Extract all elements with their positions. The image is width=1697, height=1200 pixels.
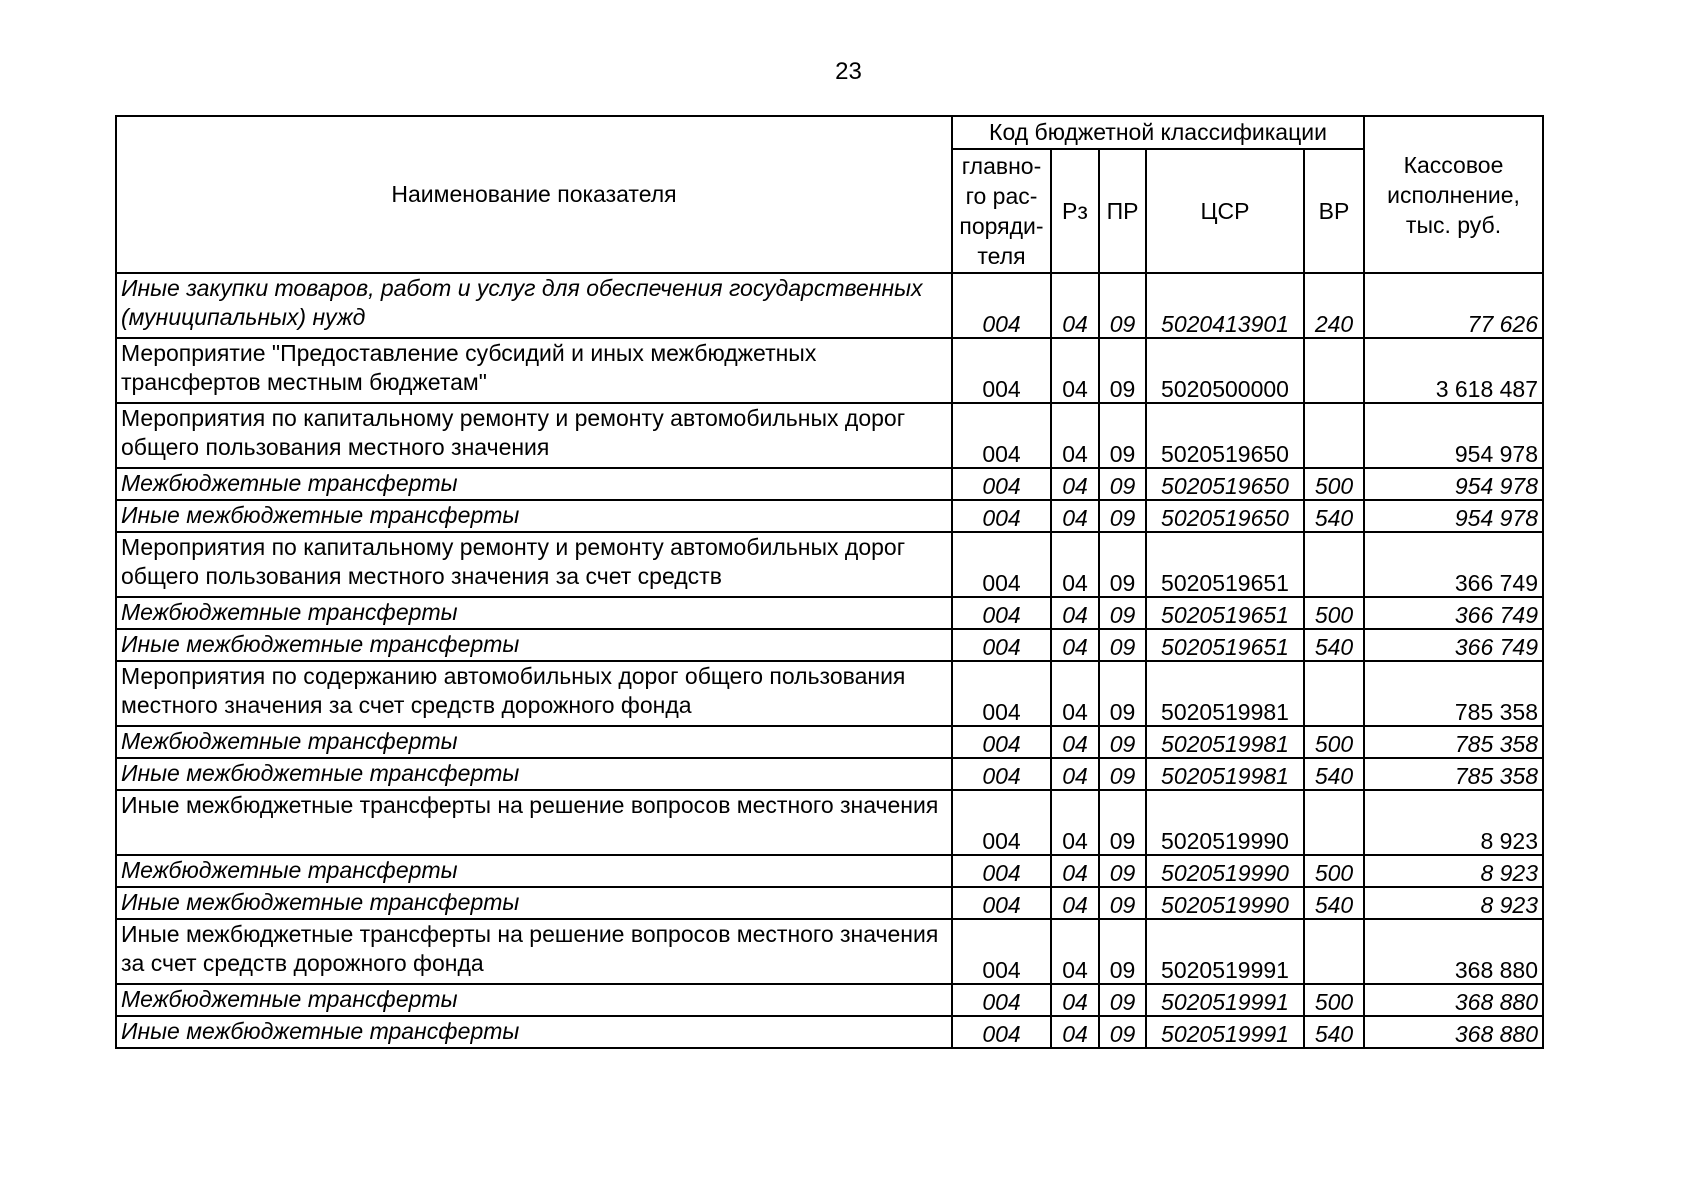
row-pr: 09	[1099, 758, 1146, 790]
row-rz: 04	[1051, 500, 1099, 532]
row-pr: 09	[1099, 273, 1146, 338]
budget-table	[115, 115, 1544, 1049]
row-amount: 368 880	[1364, 1016, 1543, 1048]
row-rz: 04	[1051, 468, 1099, 500]
row-pr: 09	[1099, 468, 1146, 500]
header-pr: ПР	[1099, 149, 1146, 273]
row-name: Иные межбюджетные трансферты	[116, 758, 952, 790]
table-row	[116, 629, 1543, 661]
row-amount: 3 618 487	[1364, 338, 1543, 403]
row-csr: 5020519991	[1146, 984, 1304, 1016]
row-name: Иные межбюджетные трансферты на решение вопросов местного значения за счет средств дорожного фонда	[116, 919, 952, 984]
header-name: Наименование показателя	[116, 116, 952, 273]
header-main-manager: главно-го рас-поряди-теля	[952, 149, 1051, 273]
row-rz: 04	[1051, 790, 1099, 855]
table-row	[116, 532, 1543, 597]
row-vr: 500	[1304, 468, 1364, 500]
row-pr: 09	[1099, 403, 1146, 468]
row-gr: 004	[952, 273, 1051, 338]
row-pr: 09	[1099, 919, 1146, 984]
row-rz: 04	[1051, 726, 1099, 758]
row-vr	[1304, 919, 1364, 984]
row-vr: 240	[1304, 273, 1364, 338]
row-rz: 04	[1051, 629, 1099, 661]
row-vr: 500	[1304, 855, 1364, 887]
table-row	[116, 790, 1543, 855]
row-amount: 8 923	[1364, 887, 1543, 919]
row-name: Иные межбюджетные трансферты на решение вопросов местного значения	[116, 790, 952, 855]
table-row	[116, 597, 1543, 629]
table-row	[116, 273, 1543, 338]
row-name: Иные межбюджетные трансферты	[116, 1016, 952, 1048]
row-gr: 004	[952, 338, 1051, 403]
row-vr: 540	[1304, 758, 1364, 790]
row-pr: 09	[1099, 500, 1146, 532]
row-vr: 540	[1304, 500, 1364, 532]
row-rz: 04	[1051, 273, 1099, 338]
row-vr: 540	[1304, 629, 1364, 661]
table-row	[116, 855, 1543, 887]
row-gr: 004	[952, 790, 1051, 855]
header-rz: Рз	[1051, 149, 1099, 273]
row-name: Межбюджетные трансферты	[116, 726, 952, 758]
row-gr: 004	[952, 855, 1051, 887]
row-gr: 004	[952, 758, 1051, 790]
row-amount: 366 749	[1364, 629, 1543, 661]
row-csr: 5020519981	[1146, 758, 1304, 790]
row-name: Иные межбюджетные трансферты	[116, 500, 952, 532]
row-vr: 500	[1304, 984, 1364, 1016]
row-pr: 09	[1099, 532, 1146, 597]
row-pr: 09	[1099, 887, 1146, 919]
row-gr: 004	[952, 597, 1051, 629]
row-rz: 04	[1051, 403, 1099, 468]
row-vr: 500	[1304, 597, 1364, 629]
table-body	[116, 273, 1543, 1048]
row-amount: 954 978	[1364, 500, 1543, 532]
row-name: Иные межбюджетные трансферты	[116, 887, 952, 919]
row-pr: 09	[1099, 855, 1146, 887]
header-csr: ЦСР	[1146, 149, 1304, 273]
table-row	[116, 338, 1543, 403]
row-rz: 04	[1051, 661, 1099, 726]
row-name: Мероприятия по содержанию автомобильных дорог общего пользования местного значения за счет средств дорожного фонда	[116, 661, 952, 726]
row-csr: 5020413901	[1146, 273, 1304, 338]
row-csr: 5020500000	[1146, 338, 1304, 403]
row-pr: 09	[1099, 790, 1146, 855]
row-rz: 04	[1051, 919, 1099, 984]
table-row	[116, 1016, 1543, 1048]
row-rz: 04	[1051, 855, 1099, 887]
header-amount: Кассовое исполнение, тыс. руб.	[1364, 116, 1543, 273]
row-csr: 5020519651	[1146, 597, 1304, 629]
row-rz: 04	[1051, 1016, 1099, 1048]
row-amount: 785 358	[1364, 661, 1543, 726]
row-csr: 5020519990	[1146, 887, 1304, 919]
row-vr: 540	[1304, 887, 1364, 919]
row-gr: 004	[952, 661, 1051, 726]
row-amount: 785 358	[1364, 758, 1543, 790]
table-row	[116, 758, 1543, 790]
row-csr: 5020519651	[1146, 532, 1304, 597]
row-pr: 09	[1099, 726, 1146, 758]
row-gr: 004	[952, 919, 1051, 984]
row-pr: 09	[1099, 1016, 1146, 1048]
row-csr: 5020519991	[1146, 919, 1304, 984]
row-amount: 954 978	[1364, 403, 1543, 468]
row-name: Межбюджетные трансферты	[116, 984, 952, 1016]
row-amount: 368 880	[1364, 984, 1543, 1016]
header-vr: ВР	[1304, 149, 1364, 273]
table-row	[116, 500, 1543, 532]
page-number: 23	[835, 58, 862, 85]
row-csr: 5020519651	[1146, 629, 1304, 661]
row-gr: 004	[952, 403, 1051, 468]
row-gr: 004	[952, 629, 1051, 661]
row-amount: 366 749	[1364, 597, 1543, 629]
row-csr: 5020519990	[1146, 790, 1304, 855]
table-row	[116, 887, 1543, 919]
row-gr: 004	[952, 726, 1051, 758]
row-vr	[1304, 532, 1364, 597]
row-gr: 004	[952, 532, 1051, 597]
row-name: Мероприятия по капитальному ремонту и ремонту автомобильных дорог общего пользования местного значения за счет средств	[116, 532, 952, 597]
table-row	[116, 984, 1543, 1016]
row-amount: 77 626	[1364, 273, 1543, 338]
row-vr	[1304, 338, 1364, 403]
row-name: Мероприятие "Предоставление субсидий и иных межбюджетных трансфертов местным бюджетам"	[116, 338, 952, 403]
row-vr	[1304, 790, 1364, 855]
row-pr: 09	[1099, 661, 1146, 726]
row-vr	[1304, 661, 1364, 726]
row-csr: 5020519981	[1146, 661, 1304, 726]
row-rz: 04	[1051, 758, 1099, 790]
row-name: Иные межбюджетные трансферты	[116, 629, 952, 661]
row-pr: 09	[1099, 984, 1146, 1016]
row-gr: 004	[952, 887, 1051, 919]
row-amount: 954 978	[1364, 468, 1543, 500]
row-rz: 04	[1051, 597, 1099, 629]
row-amount: 8 923	[1364, 790, 1543, 855]
row-rz: 04	[1051, 887, 1099, 919]
table-row	[116, 661, 1543, 726]
table-row	[116, 919, 1543, 984]
row-amount: 785 358	[1364, 726, 1543, 758]
row-name: Мероприятия по капитальному ремонту и ремонту автомобильных дорог общего пользования местного значения	[116, 403, 952, 468]
row-vr: 500	[1304, 726, 1364, 758]
row-amount: 366 749	[1364, 532, 1543, 597]
row-gr: 004	[952, 984, 1051, 1016]
row-csr: 5020519990	[1146, 855, 1304, 887]
row-csr: 5020519650	[1146, 403, 1304, 468]
table-row	[116, 726, 1543, 758]
row-rz: 04	[1051, 338, 1099, 403]
row-name: Иные закупки товаров, работ и услуг для обеспечения государственных (муниципальных) нужд	[116, 273, 952, 338]
row-csr: 5020519991	[1146, 1016, 1304, 1048]
row-name: Межбюджетные трансферты	[116, 597, 952, 629]
table-row	[116, 403, 1543, 468]
row-rz: 04	[1051, 984, 1099, 1016]
row-gr: 004	[952, 1016, 1051, 1048]
row-pr: 09	[1099, 629, 1146, 661]
row-name: Межбюджетные трансферты	[116, 468, 952, 500]
row-gr: 004	[952, 468, 1051, 500]
row-amount: 368 880	[1364, 919, 1543, 984]
header-code-group: Код бюджетной классификации	[952, 116, 1364, 149]
row-gr: 004	[952, 500, 1051, 532]
row-amount: 8 923	[1364, 855, 1543, 887]
row-csr: 5020519981	[1146, 726, 1304, 758]
row-vr	[1304, 403, 1364, 468]
row-pr: 09	[1099, 338, 1146, 403]
row-vr: 540	[1304, 1016, 1364, 1048]
row-pr: 09	[1099, 597, 1146, 629]
table-row	[116, 468, 1543, 500]
row-csr: 5020519650	[1146, 468, 1304, 500]
row-rz: 04	[1051, 532, 1099, 597]
row-name: Межбюджетные трансферты	[116, 855, 952, 887]
table-header	[116, 116, 1543, 273]
row-csr: 5020519650	[1146, 500, 1304, 532]
